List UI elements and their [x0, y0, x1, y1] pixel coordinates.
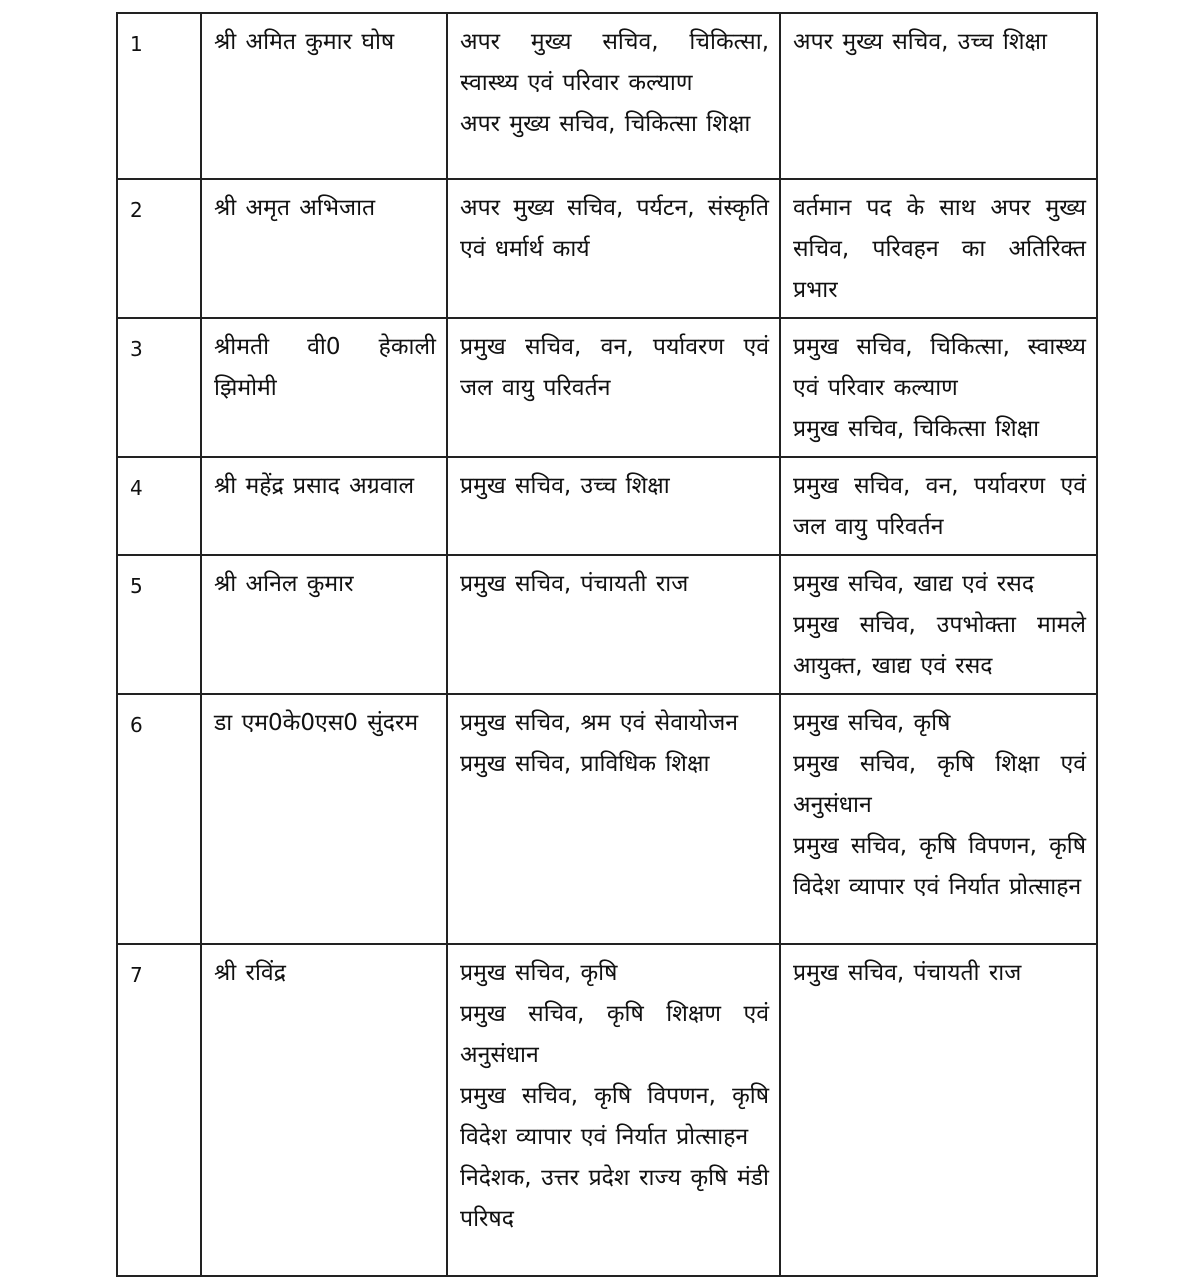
new-posting [780, 694, 1097, 944]
officer-name: डा एम0के0एस0 सुंदरम [201, 694, 447, 944]
new-posting-line: प्रमुख सचिव, कृषि विपणन, कृषि विदेश व्यापार एवं निर्यात प्रोत्साहन [793, 833, 1086, 900]
officer-name: श्री अनिल कुमार [201, 555, 447, 694]
new-posting-line: वर्तमान पद के साथ अपर मुख्य सचिव, परिवहन का अतिरिक्त प्रभार [793, 195, 1086, 303]
new-posting-line: प्रमुख सचिव, उपभोक्ता मामले आयुक्त, खाद्य एवं रसद [793, 612, 1086, 679]
new-posting [780, 179, 1097, 318]
current-posting [447, 555, 780, 694]
current-posting-line: प्रमुख सचिव, वन, पर्यावरण एवं जल वायु परिवर्तन [460, 334, 769, 401]
current-posting-line: प्रमुख सचिव, पंचायती राज [460, 571, 689, 597]
serial-number: 5 [117, 555, 201, 694]
serial-number: 1 [117, 13, 201, 179]
officer-name: श्री रविंद्र [201, 944, 447, 1276]
current-posting-line: प्रमुख सचिव, प्राविधिक शिक्षा [460, 751, 710, 777]
new-posting [780, 944, 1097, 1276]
new-posting-line: अपर मुख्य सचिव, उच्च शिक्षा [793, 29, 1047, 55]
current-posting [447, 13, 780, 179]
serial-number: 7 [117, 944, 201, 1276]
officer-transfer-table [116, 12, 1098, 1277]
current-posting-line: प्रमुख सचिव, कृषि विपणन, कृषि विदेश व्यापार एवं निर्यात प्रोत्साहन [460, 1083, 769, 1150]
table-row [117, 13, 1097, 179]
table-row [117, 694, 1097, 944]
new-posting-line: प्रमुख सचिव, चिकित्सा शिक्षा [793, 416, 1040, 442]
new-posting [780, 457, 1097, 555]
serial-number: 6 [117, 694, 201, 944]
table-row [117, 555, 1097, 694]
current-posting [447, 179, 780, 318]
officer-name: श्रीमती वी0 हेकाली झिमोमी [201, 318, 447, 457]
current-posting-line: अपर मुख्य सचिव, पर्यटन, संस्कृति एवं धर्मार्थ कार्य [460, 195, 769, 262]
new-posting-line: प्रमुख सचिव, खाद्य एवं रसद [793, 571, 1035, 597]
current-posting-line: अपर मुख्य सचिव, चिकित्सा, स्वास्थ्य एवं परिवार कल्याण [460, 29, 769, 96]
current-posting-line: प्रमुख सचिव, उच्च शिक्षा [460, 473, 670, 499]
serial-number: 2 [117, 179, 201, 318]
officer-name: श्री महेंद्र प्रसाद अग्रवाल [201, 457, 447, 555]
table-row [117, 457, 1097, 555]
serial-number: 3 [117, 318, 201, 457]
new-posting-line: प्रमुख सचिव, पंचायती राज [793, 960, 1022, 986]
serial-number: 4 [117, 457, 201, 555]
current-posting-line: अपर मुख्य सचिव, चिकित्सा शिक्षा [460, 111, 751, 137]
table-row [117, 318, 1097, 457]
current-posting-line: प्रमुख सचिव, श्रम एवं सेवायोजन [460, 710, 739, 736]
current-posting-line: प्रमुख सचिव, कृषि [460, 960, 618, 986]
new-posting [780, 555, 1097, 694]
officer-name: श्री अमित कुमार घोष [201, 13, 447, 179]
current-posting-line: प्रमुख सचिव, कृषि शिक्षण एवं अनुसंधान [460, 1001, 769, 1068]
new-posting-line: प्रमुख सचिव, कृषि शिक्षा एवं अनुसंधान [793, 751, 1086, 818]
table-row [117, 944, 1097, 1276]
current-posting [447, 457, 780, 555]
current-posting [447, 694, 780, 944]
table-body [117, 13, 1097, 1276]
table-row [117, 179, 1097, 318]
current-posting [447, 944, 780, 1276]
new-posting-line: प्रमुख सचिव, कृषि [793, 710, 951, 736]
new-posting-line: प्रमुख सचिव, चिकित्सा, स्वास्थ्य एवं परिवार कल्याण [793, 334, 1086, 401]
new-posting-line: प्रमुख सचिव, वन, पर्यावरण एवं जल वायु परिवर्तन [793, 473, 1086, 540]
current-posting [447, 318, 780, 457]
new-posting [780, 318, 1097, 457]
current-posting-line: निदेशक, उत्तर प्रदेश राज्य कृषि मंडी परिषद [460, 1165, 769, 1232]
new-posting [780, 13, 1097, 179]
officer-name: श्री अमृत अभिजात [201, 179, 447, 318]
